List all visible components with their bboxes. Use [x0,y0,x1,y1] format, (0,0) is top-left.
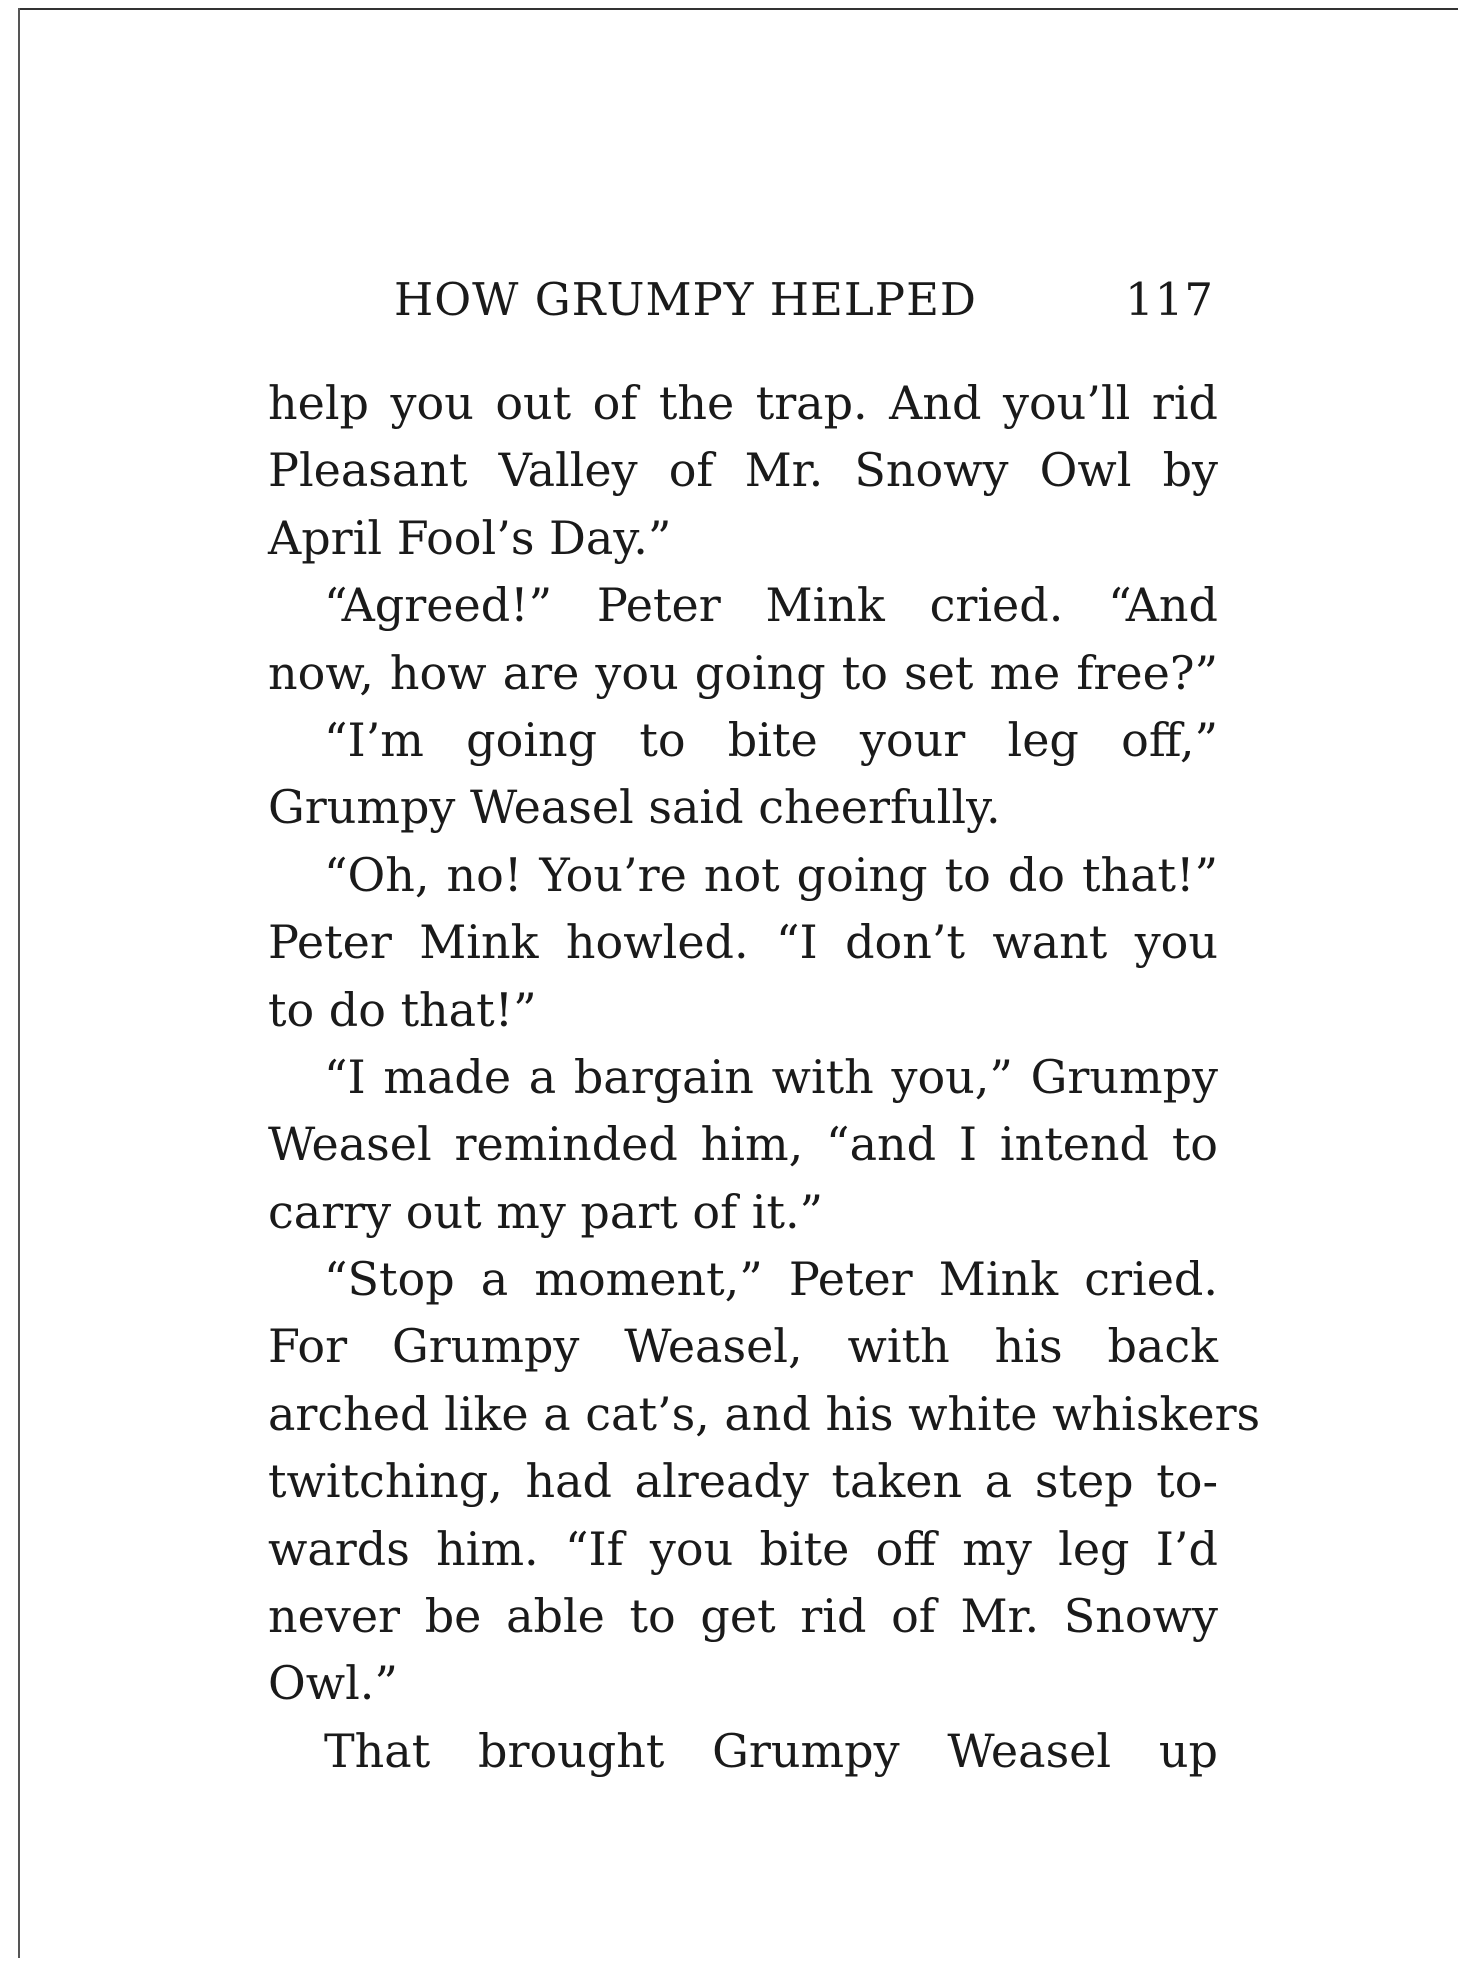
text-line: carry out my part of it.” [268,1184,824,1239]
text-line: Owl.” [268,1656,398,1711]
text-line: arched like a cat’s, and his white whiskers [268,1386,1261,1441]
text-line: “I made a bargain with you,” Grumpy [324,1049,1218,1104]
text-line: Peter Mink howled. “I don’t want you [268,915,1218,970]
text-line: “Oh, no! You’re not going to do that!” [324,847,1218,902]
text-line: wards him. “If you bite off my leg I’d [268,1521,1218,1576]
text-line: “Stop a moment,” Peter Mink cried. [324,1252,1218,1307]
text-line: Weasel reminded him, “and I intend to [268,1117,1218,1172]
body-text [268,370,1261,1785]
scan-border-top [18,8,1458,10]
text-line: help you out of the trap. And you’ll rid [268,376,1218,430]
page-number: 117 [1125,273,1214,326]
page-header [394,268,1214,332]
running-head: HOW GRUMPY HELPED [394,273,977,326]
text-line: Grumpy Weasel said cheerfully. [268,780,1001,835]
text-line: For Grumpy Weasel, with his back [268,1319,1218,1374]
scan-border-left [18,8,20,1958]
text-line: “I’m going to bite your leg off,” [324,712,1218,767]
text-line: never be able to get rid of Mr. Snowy [268,1589,1218,1644]
text-line: twitching, had already taken a step to- [268,1454,1218,1509]
text-line: April Fool’s Day.” [268,510,672,565]
text-line: to do that!” [268,982,537,1037]
text-line: now, how are you going to set me free?” [268,645,1218,700]
text-line: “Agreed!” Peter Mink cried. “And [324,578,1218,633]
text-line: Pleasant Valley of Mr. Snowy Owl by [268,443,1218,498]
text-line: That brought Grumpy Weasel up [324,1723,1218,1778]
